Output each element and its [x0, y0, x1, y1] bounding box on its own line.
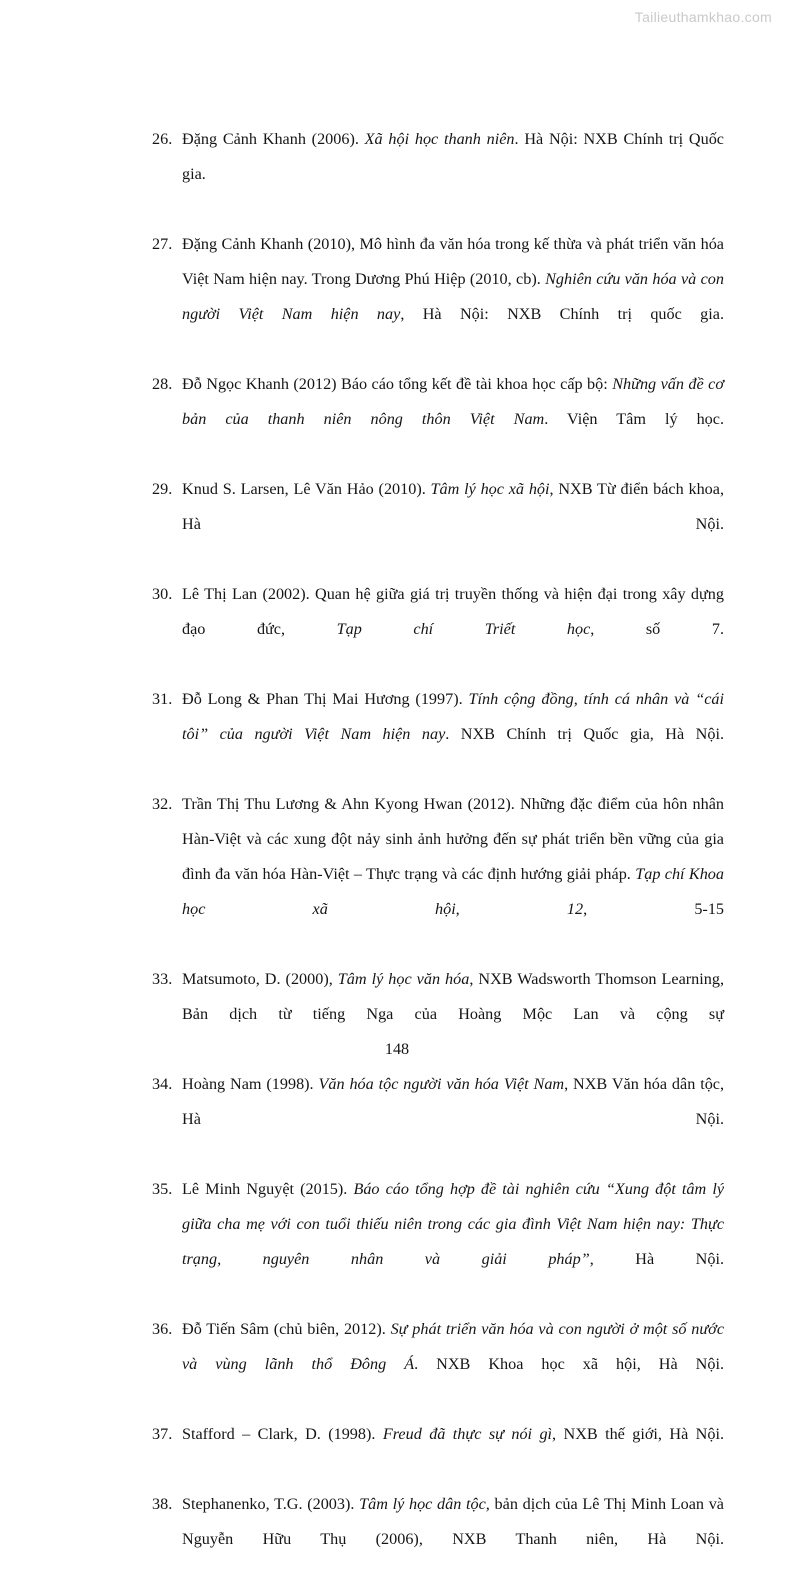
page-number: 148	[384, 1040, 410, 1058]
reference-entry	[152, 1487, 724, 1592]
reference-title-italic: Những vấn đề cơ bản của thanh niên nông thôn Việt Nam	[182, 375, 724, 428]
reference-title-italic: Văn hóa tộc người văn hóa Việt Nam	[318, 1075, 565, 1093]
reference-text-roman: , NXB thế giới, Hà Nội.	[552, 1425, 724, 1443]
reference-text	[182, 1075, 724, 1163]
reference-number: 37.	[152, 1425, 173, 1443]
reference-title-italic: Báo cáo tổng hợp đề tài nghiên cứu “Xung đột tâm lý giữa cha mẹ với con tuổi thiếu niên trong các gia đình Việt Nam hiện nay: Thực trạng, nguyên nhân và giải pháp”	[182, 1180, 724, 1268]
reference-text-roman: , NXB Văn hóa dân tộc, Hà Nội.	[182, 1075, 725, 1128]
reference-number: 32.	[152, 795, 173, 813]
reference-number: 28.	[152, 375, 173, 393]
reference-number: 26.	[152, 130, 173, 148]
reference-text-roman: Đỗ Ngọc Khanh (2012) Báo cáo tổng kết đề tài khoa học cấp bộ:	[182, 375, 613, 393]
reference-text	[182, 1425, 724, 1478]
reference-text	[182, 690, 724, 778]
reference-title-italic: Nghiên cứu văn hóa và con người Việt Nam hiện nay	[182, 270, 724, 323]
reference-entry	[152, 367, 724, 472]
reference-text-roman: Đặng Cảnh Khanh (2010), Mô hình đa văn hóa trong kế thừa và phát triển văn hóa Việt Nam hiện nay. Trong Dương Phú Hiệp (2010, cb).	[182, 235, 724, 288]
reference-text-roman: bản dịch của Lê Thị Minh Loan và Nguyễn Hữu Thụ (2006), NXB Thanh niên, Hà Nội.	[182, 1495, 724, 1548]
reference-text-roman: Lê Thị Lan (2002). Quan hệ giữa giá trị truyền thống và hiện đại trong xây dựng đạo đức,	[182, 585, 724, 638]
reference-entry	[152, 1172, 724, 1312]
reference-number: 36.	[152, 1320, 173, 1338]
reference-text-roman: Stafford – Clark, D. (1998).	[182, 1425, 383, 1443]
reference-entry	[152, 787, 724, 962]
reference-number: 27.	[152, 235, 173, 253]
reference-title-italic: Tâm lý học dân tộc,	[359, 1495, 490, 1513]
reference-list	[152, 122, 724, 1592]
reference-text-roman: . NXB Chính trị Quốc gia, Hà Nội.	[445, 725, 724, 743]
reference-list-container	[152, 122, 724, 1592]
reference-title-italic: Tâm lý học xã hội	[430, 480, 550, 498]
reference-text-roman: . Viện Tâm lý học.	[544, 410, 724, 428]
reference-entry	[152, 472, 724, 577]
reference-text-roman: Matsumoto, D. (2000),	[182, 970, 338, 988]
reference-entry	[152, 122, 724, 227]
reference-entry	[152, 227, 724, 367]
reference-text-roman: , NXB Wadsworth Thomson Learning, Bản dịch từ tiếng Nga của Hoàng Mộc Lan và cộng sự	[182, 970, 724, 1023]
reference-text-roman: Hoàng Nam (1998).	[182, 1075, 319, 1093]
site-watermark: Tailieuthamkhao.com	[634, 9, 772, 25]
reference-title-italic: Tạp chí Triết học	[336, 620, 591, 638]
reference-text	[182, 1320, 724, 1408]
reference-text-roman: , số 7.	[590, 620, 724, 638]
reference-text	[182, 480, 724, 568]
reference-text	[182, 585, 724, 673]
reference-text-roman: Đỗ Long & Phan Thị Mai Hương (1997).	[182, 690, 469, 708]
reference-text	[182, 1495, 724, 1583]
reference-text-roman: Lê Minh Nguyệt (2015).	[182, 1180, 354, 1198]
reference-title-italic: Tính cộng đồng, tính cá nhân và “cái tôi” của người Việt Nam hiện nay	[182, 690, 724, 743]
reference-text-roman: , Hà Nội.	[589, 1250, 724, 1268]
reference-entry	[152, 1067, 724, 1172]
reference-text-roman: Trần Thị Thu Lương & Ahn Kyong Hwan (2012). Những đặc điểm của hôn nhân Hàn-Việt và các xung đột nảy sinh ảnh hưởng đến sự phát triển bền vững của gia đình đa văn hóa Hàn-Việt – Thực trạng và các định hướng giải pháp.	[182, 795, 724, 883]
reference-text-roman: . Hà Nội: NXB Chính trị Quốc gia.	[182, 130, 724, 183]
reference-text	[182, 235, 724, 358]
reference-title-italic: Xã hội học thanh niên	[364, 130, 515, 148]
reference-text	[182, 795, 724, 953]
reference-number: 34.	[152, 1075, 173, 1093]
reference-text-roman: Knud S. Larsen, Lê Văn Hảo (2010).	[182, 480, 431, 498]
reference-title-italic: Tâm lý học văn hóa	[337, 970, 470, 988]
reference-number: 38.	[152, 1495, 173, 1513]
reference-entry	[152, 577, 724, 682]
reference-title-italic: Sự phát triển văn hóa và con người ở một số nước và vùng lãnh thổ Đông Á	[182, 1320, 725, 1373]
reference-number: 31.	[152, 690, 173, 708]
reference-number: 35.	[152, 1180, 173, 1198]
reference-text	[182, 1180, 724, 1303]
reference-number: 33.	[152, 970, 173, 988]
reference-text-roman: , Hà Nội: NXB Chính trị quốc gia.	[400, 305, 724, 323]
reference-number: 30.	[152, 585, 173, 603]
reference-text-roman: Đỗ Tiến Sâm (chủ biên, 2012).	[182, 1320, 391, 1338]
reference-text	[182, 130, 724, 218]
reference-text-roman: Stephanenko, T.G. (2003).	[182, 1495, 360, 1513]
reference-text-roman: Đặng Cảnh Khanh (2006).	[182, 130, 365, 148]
reference-number: 29.	[152, 480, 173, 498]
reference-entry	[152, 1312, 724, 1417]
reference-title-italic: Freud đã thực sự nói gì	[382, 1425, 553, 1443]
reference-text	[182, 375, 724, 463]
reference-entry	[152, 682, 724, 787]
reference-text-roman: , NXB Từ điển bách khoa, Hà Nội.	[182, 480, 724, 533]
reference-entry	[152, 1417, 724, 1487]
reference-title-italic: Tạp chí Khoa học xã hội, 12	[182, 865, 724, 918]
reference-text-roman: . NXB Khoa học xã hội, Hà Nội.	[414, 1355, 724, 1373]
reference-text-roman: , 5-15	[583, 900, 725, 918]
